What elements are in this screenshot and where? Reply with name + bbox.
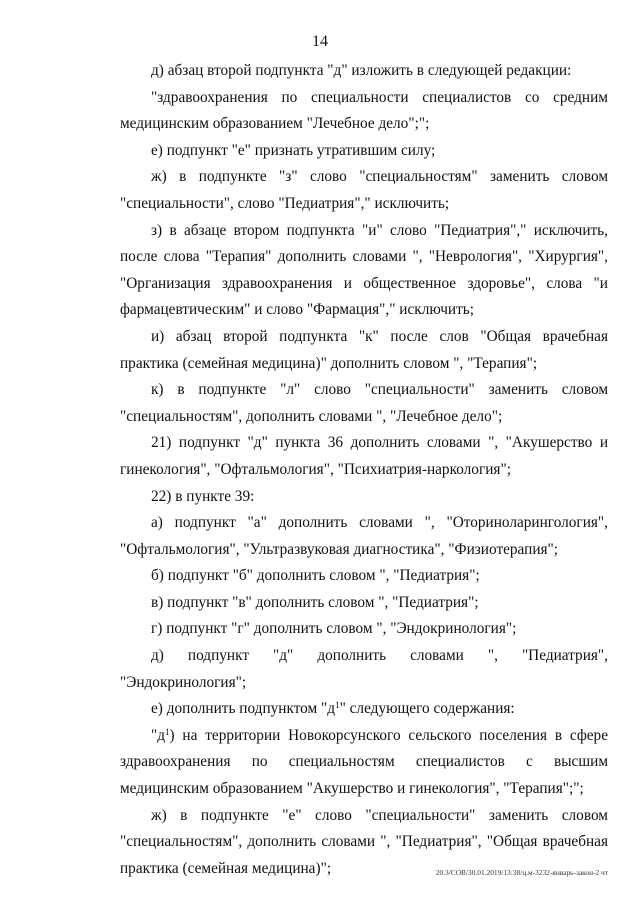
paragraph: г) подпункт "г" дополнить словом ", "Эндокринология";: [151, 620, 517, 638]
document-body: [120, 58, 608, 882]
page-number: 14: [312, 33, 328, 50]
superscript: 1: [335, 700, 340, 711]
document-footer: 20.3/СОВ/30.01.2019/13:38/ц.м-3232-январь-закон-2 чт: [435, 868, 608, 877]
paragraph: 21) подпункт "д" пункта 36 дополнить словами ", "Акушерство и гинекология", "Офтальмология", "Психиатрия-наркология";: [120, 434, 608, 478]
paragraph: а) подпункт "а" дополнить словами ", "Оториноларингология", "Офтальмология", "Ультразвуковая диагностика", "Физиотерапия";: [120, 514, 608, 558]
paragraph: е) подпункт "е" признать утратившим силу;: [151, 141, 436, 159]
paragraph: 22) в пункте 39:: [151, 487, 255, 505]
paragraph: к) в подпункте "л" слово "специальности" заменить словом "специальностям", дополнить словами ", "Лечебное дело";: [120, 381, 608, 425]
paragraph: ж) в подпункте "е" слово "специальности" заменить словом "специальностям", дополнить словами ", "Педиатрия", "Общая врачебная практика (семейная медицина)";: [120, 806, 608, 877]
paragraph: и) абзац второй подпункта "к" после слов "Общая врачебная практика (семейная медицина)" дополнить словом ", "Терапия";: [120, 327, 608, 372]
paragraph: д) абзац второй подпункта "д" изложить в следующей редакции:: [151, 62, 572, 79]
paragraph: в) подпункт "в" дополнить словом ", "Педиатрия";: [151, 593, 479, 611]
superscript: 1: [165, 726, 170, 737]
text-segment: " следующего содержания:: [339, 700, 515, 718]
text-segment: е) дополнить подпунктом "д: [151, 700, 336, 718]
paragraph: б) подпункт "б" дополнить словом ", "Педиатрия";: [151, 567, 480, 585]
paragraph-add-subpoint: [120, 696, 608, 723]
paragraph: д) подпункт "д" дополнить словами ", "Педиатрия", "Эндокринология";: [120, 647, 608, 691]
paragraph: з) в абзаце втором подпункта "и" слово "Педиатрия"," исключить, после слова "Терапия" дополнить словами ", "Неврология", "Хирургия", "Организация здравоохранения и общественное здоровье", слова "и фармацевтическим" и слово "Фармация"," исключить;: [120, 221, 608, 319]
paragraph: ж) в подпункте "з" слово "специальностям" заменить словом "специальности", слово "Педиатрия"," исключить;: [120, 168, 608, 212]
paragraph: "здравоохранения по специальности специалистов со средним медицинским образованием "Лечебное дело";";: [120, 88, 608, 133]
text-segment: ) на территории Новокорсунского сельского поселения в сфере здравоохранения по специальностям специалистов с высшим медицинским образованием "Акушерство и гинекология", "Терапия";";: [120, 726, 608, 798]
text-segment: "д: [151, 726, 166, 744]
paragraph-subpoint-d1: [120, 723, 608, 803]
